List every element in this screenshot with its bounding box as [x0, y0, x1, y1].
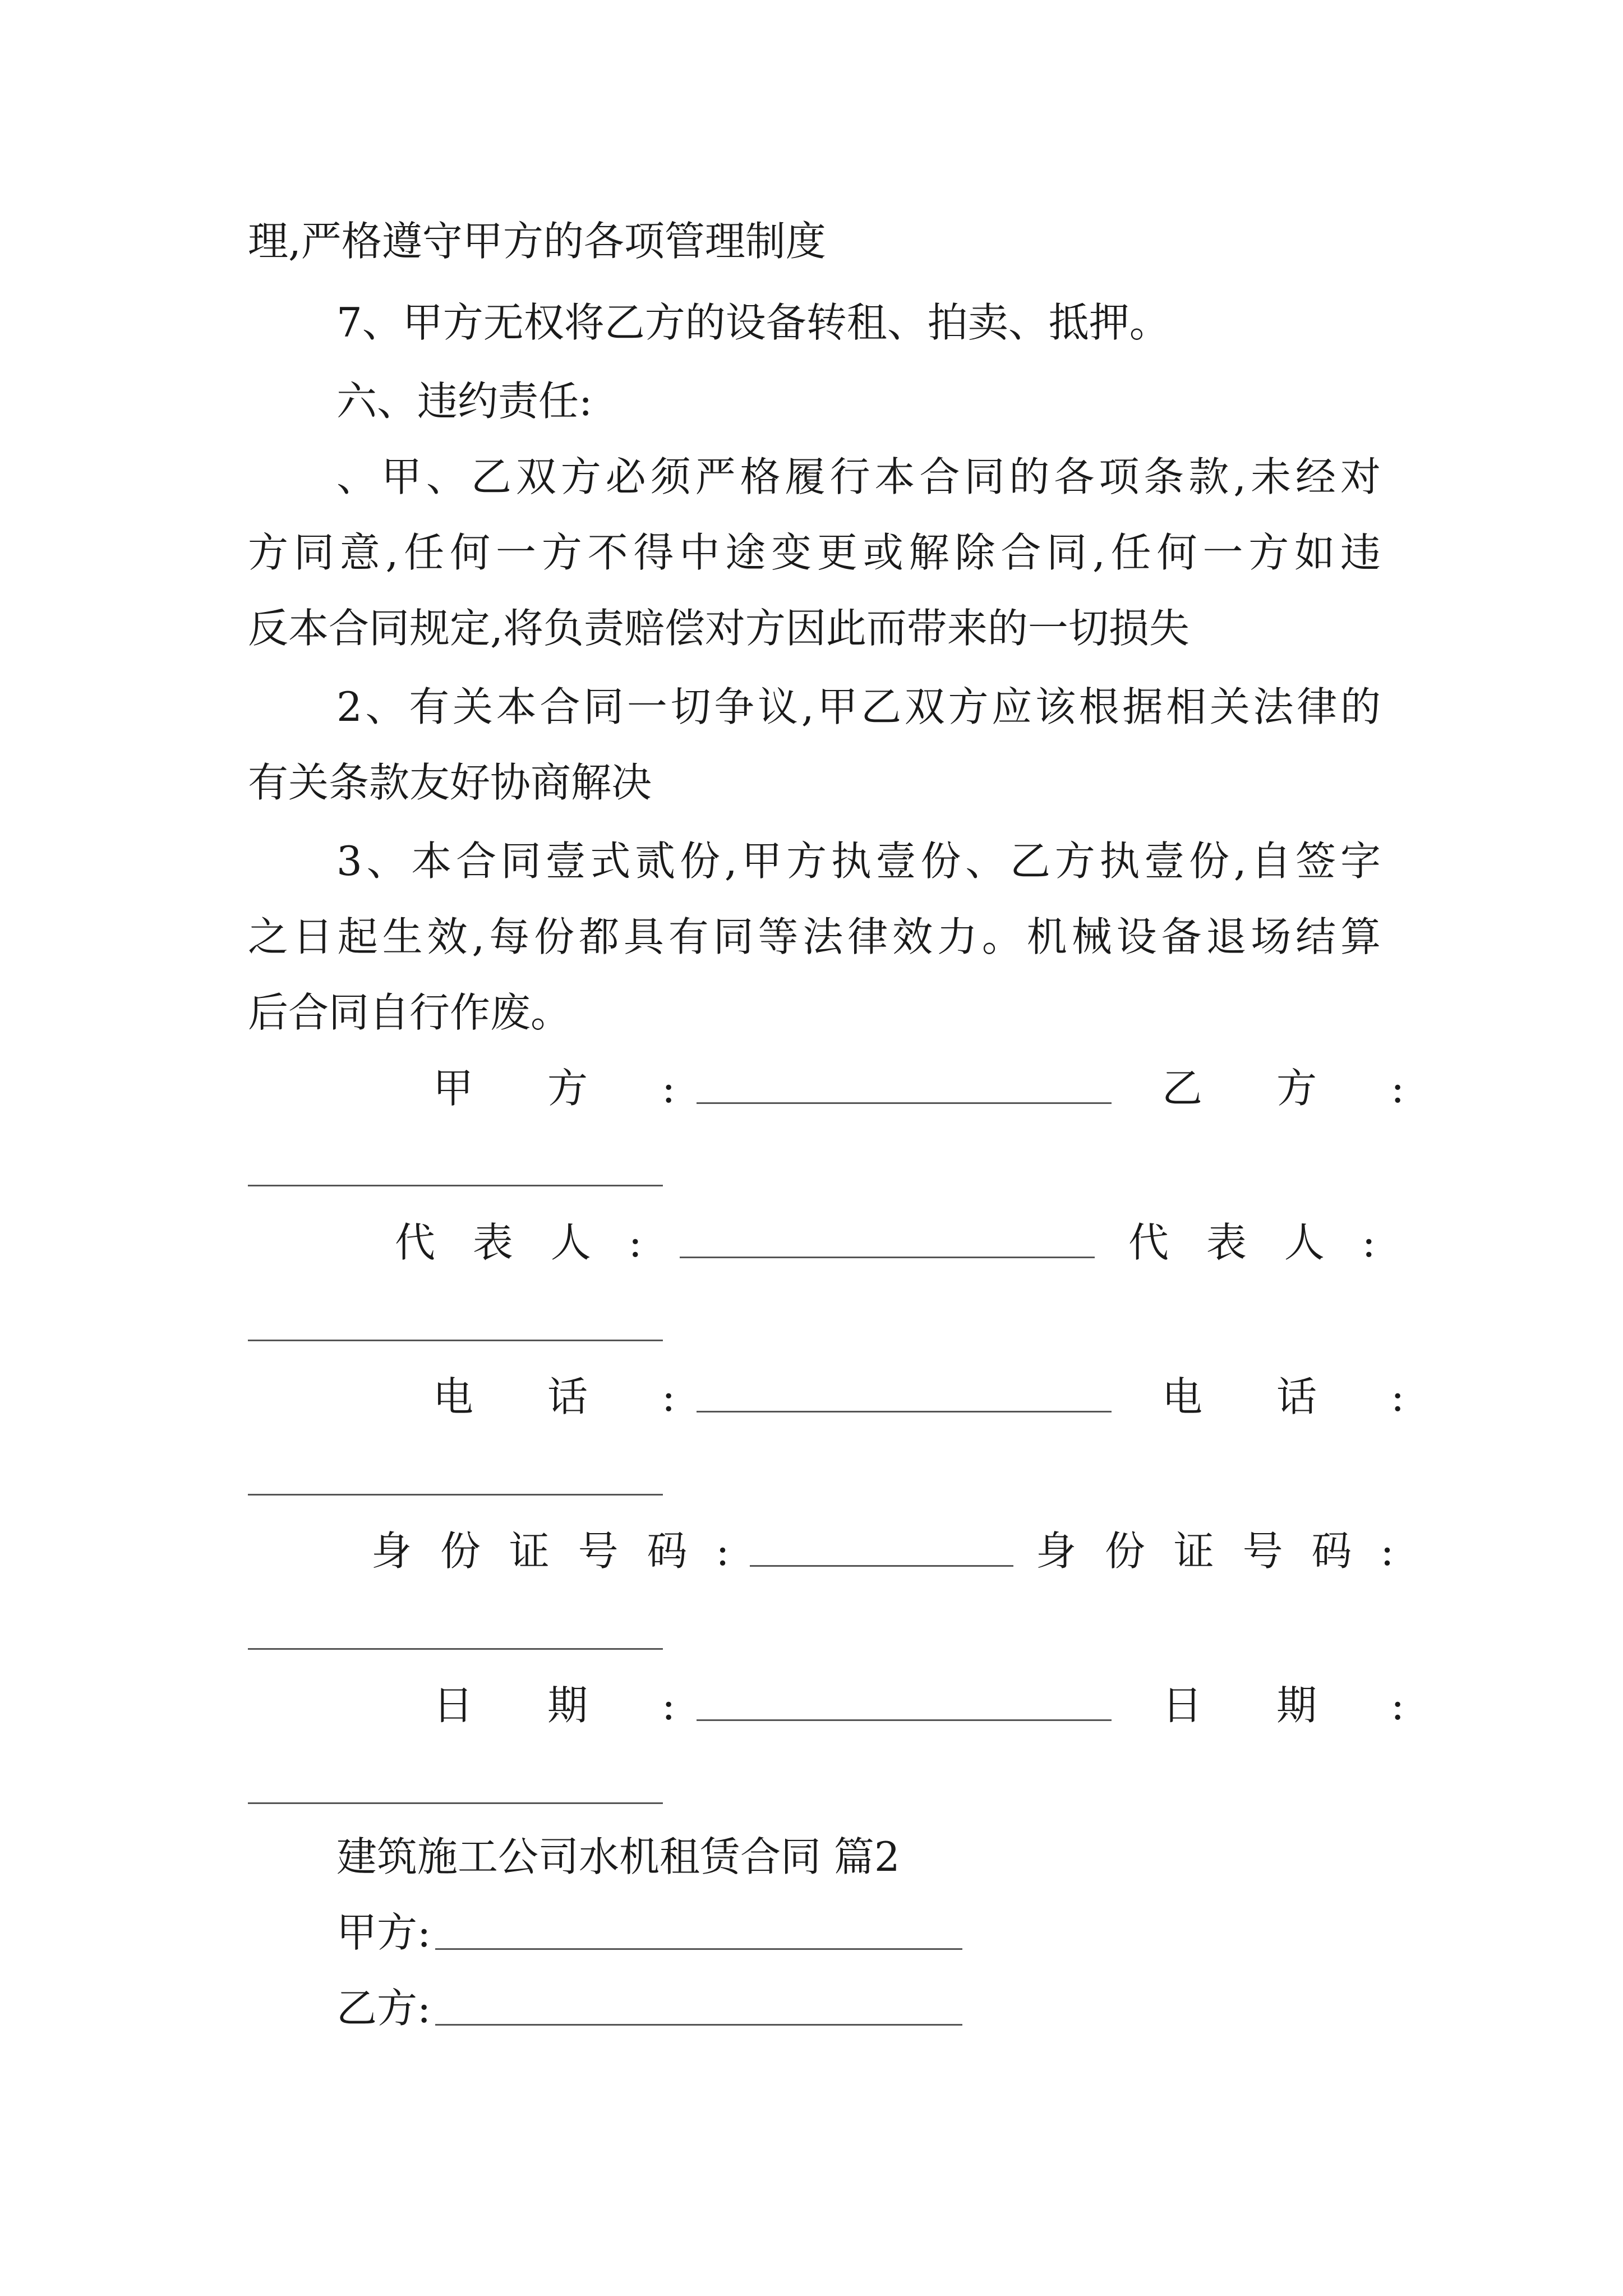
liability-clause-3-line-3: 后合同自行作废。 [248, 989, 571, 1036]
signature-row-representative [248, 1214, 1388, 1271]
phone-a-blank[interactable] [697, 1411, 1112, 1412]
id-b-label: 身 份 证 号 码 : [1036, 1527, 1402, 1575]
contract-2-party-a [336, 1907, 962, 1958]
signature-row-party [248, 1060, 1422, 1116]
id-a-blank[interactable] [750, 1565, 1013, 1567]
contract-2-party-b-label: 乙方: [336, 1985, 431, 2032]
signature-row-phone [248, 1369, 1422, 1425]
phone-b-label: 电 话 : [1162, 1373, 1422, 1420]
liability-clause-1-line-3: 反本合同规定,将负责赔偿对方因此而带来的一切损失 [248, 605, 1189, 652]
date-b-label: 日 期 : [1162, 1682, 1422, 1729]
rep-a-label: 代 表 人 : [395, 1219, 654, 1266]
contract-2-party-b-blank[interactable] [435, 1990, 962, 2026]
id-a-label: 身 份 证 号 码 : [371, 1527, 737, 1575]
signature-row-date [248, 1677, 1422, 1733]
contract-2-party-b [336, 1983, 962, 2033]
contract-2-party-a-blank[interactable] [435, 1915, 962, 1950]
liability-clause-1-line-1: 、甲、乙双方必须严格履行本合同的各项条款,未经对 [336, 453, 1381, 500]
liability-clause-3-line-2: 之日起生效,每份都具有同等法律效力。机械设备退场结算 [248, 913, 1381, 960]
party-b-label: 乙 方 : [1162, 1065, 1422, 1112]
liability-clause-1-line-2: 方同意,任何一方不得中途变更或解除合同,任何一方如违 [248, 529, 1381, 576]
signature-row-id-number [248, 1523, 1402, 1579]
party-b-blank[interactable] [248, 1185, 663, 1186]
party-a-blank[interactable] [697, 1102, 1112, 1104]
rep-a-blank[interactable] [680, 1257, 1095, 1258]
liability-clause-2-line-1: 2、有关本合同一切争议,甲乙双方应该根据相关法律的 [336, 683, 1381, 730]
contract-2-title: 建筑施工公司水机租赁合同 篇2 [336, 1833, 900, 1880]
party-a-label: 甲 方 : [433, 1065, 693, 1112]
contract-2-party-a-label: 甲方: [336, 1909, 431, 1956]
clause-7: 7、甲方无权将乙方的设备转租、拍卖、抵押。 [336, 299, 1170, 346]
liability-clause-3-line-1: 3、本合同壹式贰份,甲方执壹份、乙方执壹份,自签字 [336, 838, 1381, 885]
rep-b-blank[interactable] [248, 1340, 663, 1341]
date-a-blank[interactable] [697, 1719, 1112, 1721]
section-heading-liability: 六、违约责任: [336, 378, 593, 425]
paragraph-continuation: 理,严格遵守甲方的各项管理制度 [248, 218, 826, 265]
date-a-label: 日 期 : [433, 1682, 693, 1729]
rep-b-label: 代 表 人 : [1128, 1219, 1388, 1266]
id-b-blank[interactable] [248, 1648, 663, 1650]
liability-clause-2-line-2: 有关条款友好协商解决 [248, 759, 652, 806]
phone-a-label: 电 话 : [433, 1373, 693, 1420]
date-b-blank[interactable] [248, 1802, 663, 1804]
phone-b-blank[interactable] [248, 1494, 663, 1496]
